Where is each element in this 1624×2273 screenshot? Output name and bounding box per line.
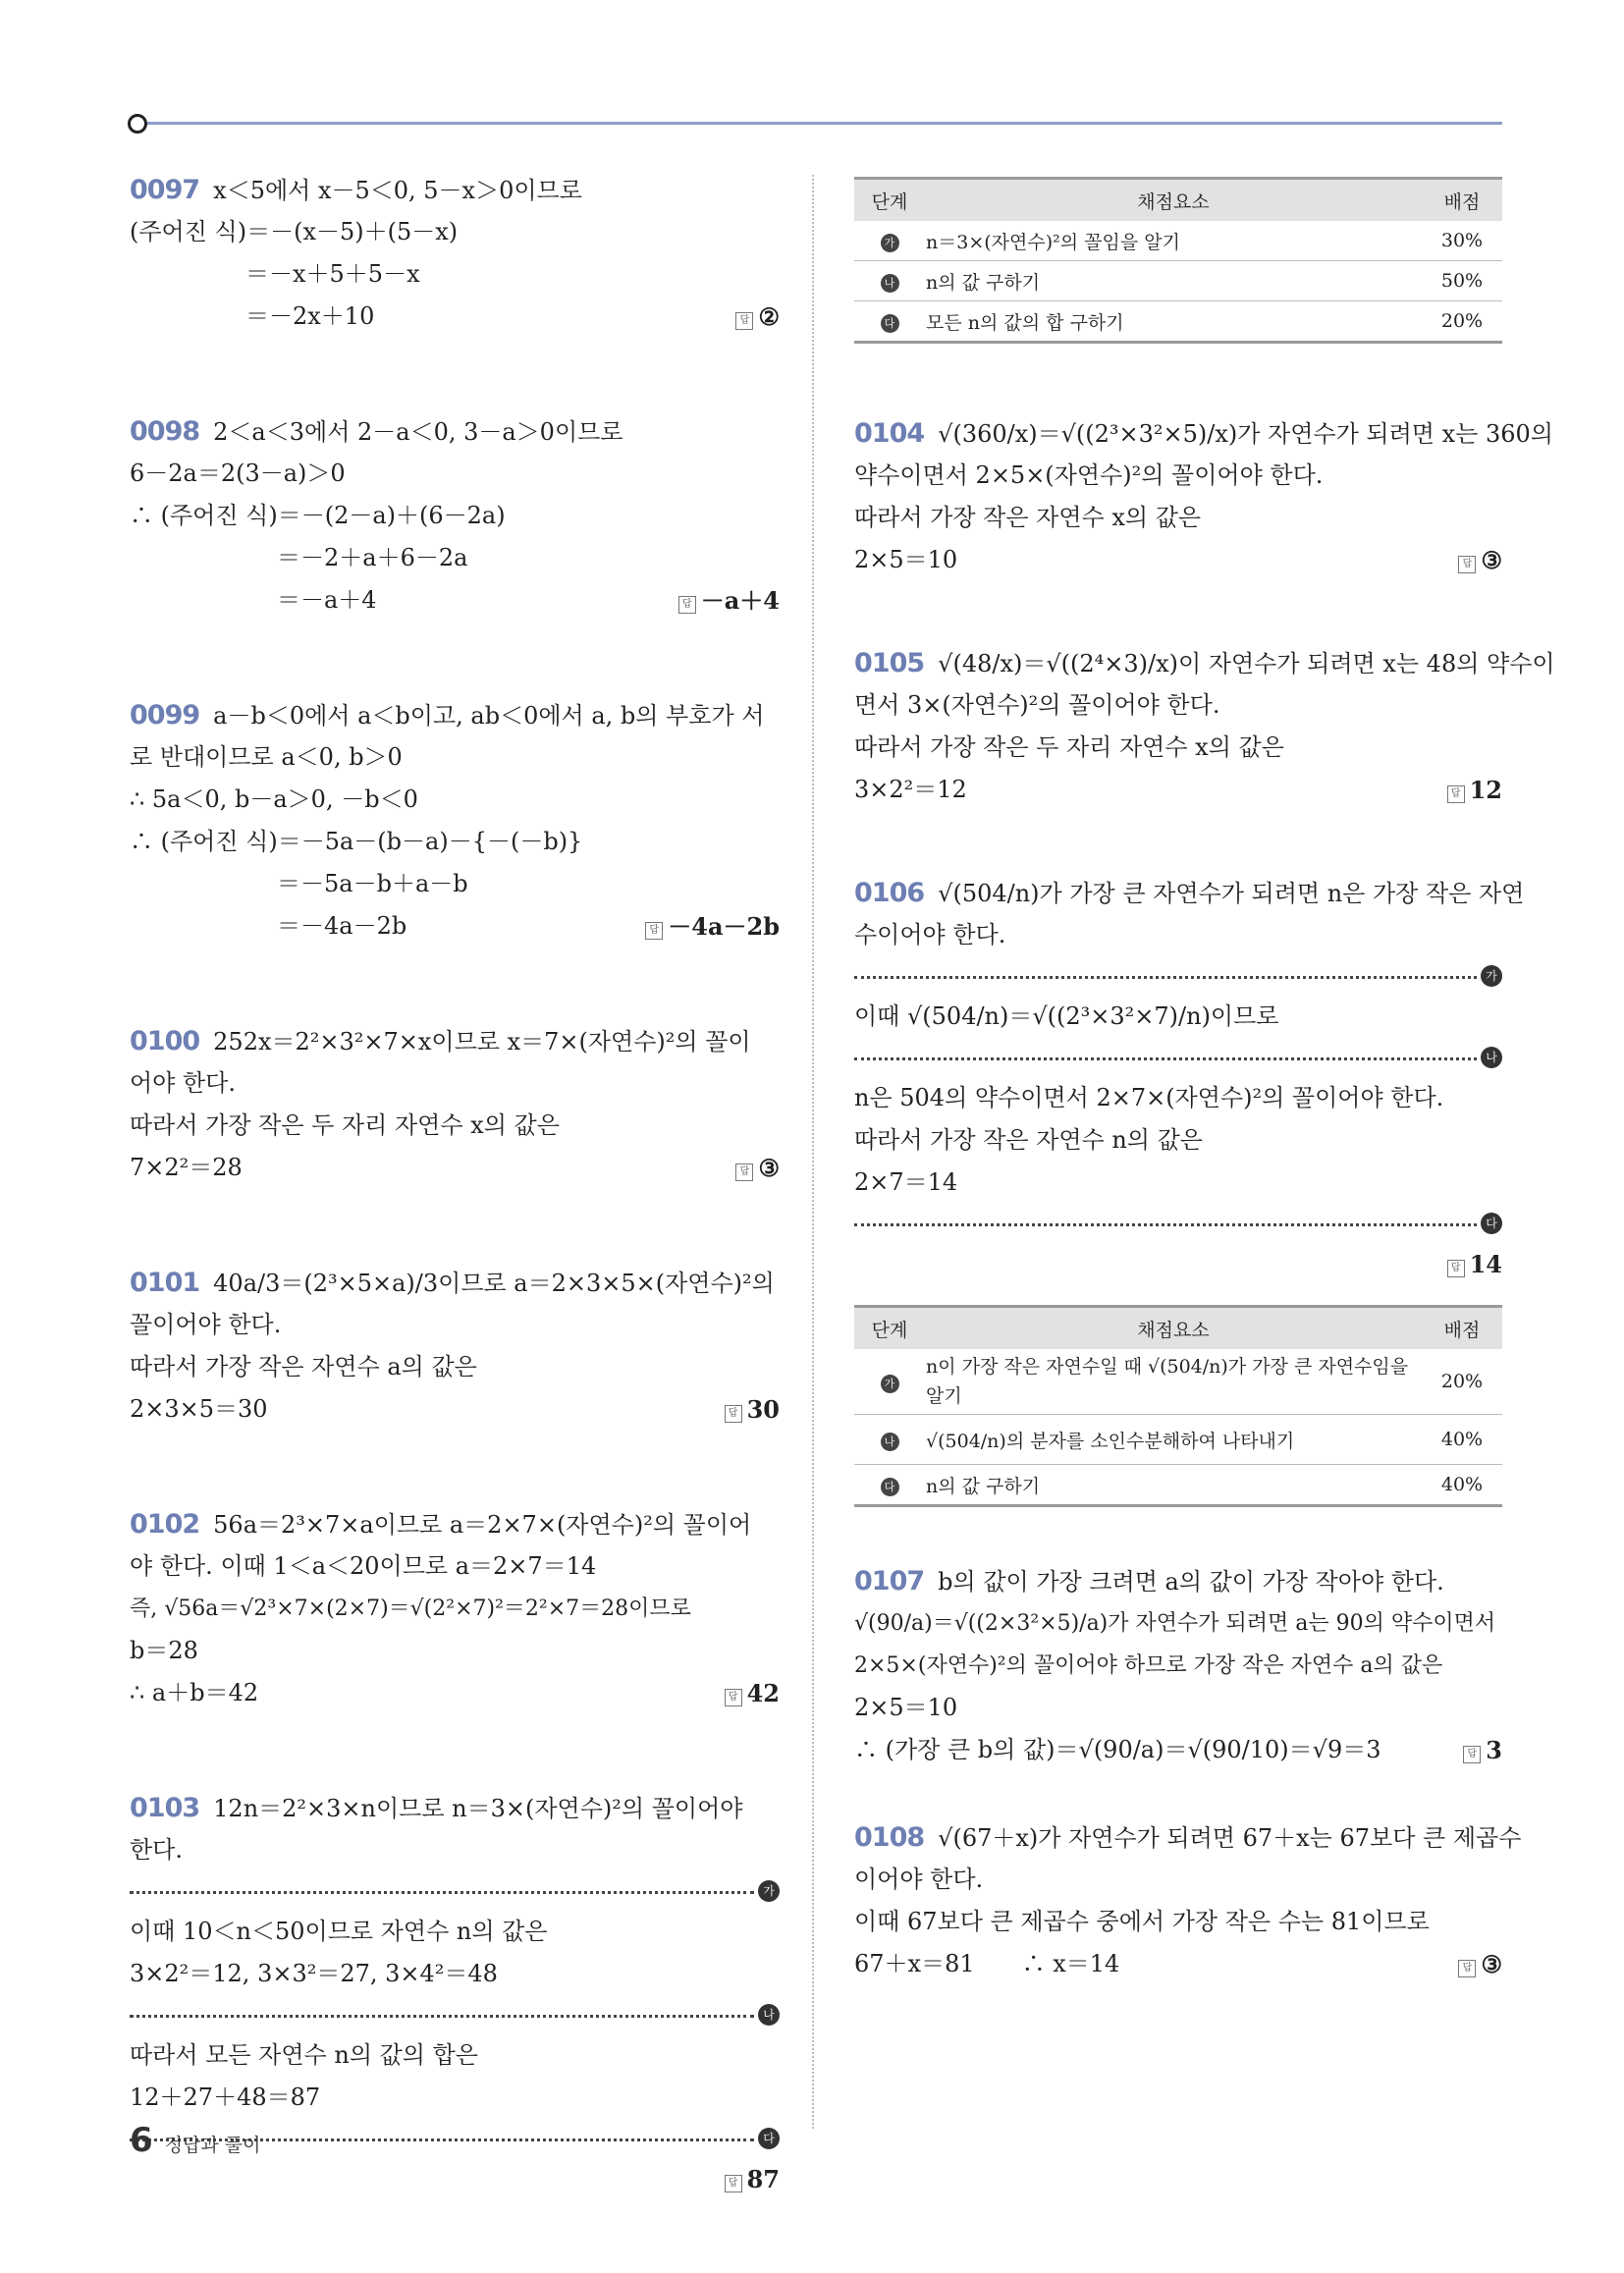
answer-value: －a＋4	[700, 586, 780, 615]
solution-line: ＝－4a－2b	[277, 912, 407, 940]
solution-line: 따라서 가장 작은 두 자리 자연수 x의 값은	[854, 733, 1284, 761]
solution-line: 40a/3＝(2³×5×a)/3이므로 a＝2×3×5×(자연수)²의	[213, 1270, 775, 1297]
answer	[1463, 1729, 1502, 1771]
solution-line: 로 반대이므로 a＜0, b＞0	[130, 743, 403, 771]
step-mark-icon: 가	[881, 234, 899, 252]
solution-line: 따라서 가장 작은 두 자리 자연수 x의 값은	[130, 1111, 560, 1139]
answer	[1458, 1943, 1502, 1985]
page-footer	[130, 2121, 260, 2160]
solution-line: 3×2²＝12, 3×3²＝27, 3×4²＝48	[130, 1960, 498, 1987]
scoring-score: 20%	[1422, 301, 1502, 343]
scoring-score: 40%	[1422, 1415, 1502, 1465]
answer	[735, 1147, 780, 1189]
solution-line: 이때 √(504/n)＝√((2³×3²×7)/n)이므로	[854, 1002, 1279, 1030]
solution-line: √(48/x)＝√((2⁴×3)/x)이 자연수가 되려면 x는 48의 약수이	[938, 650, 1555, 677]
solution-line: n은 504의 약수이면서 2×7×(자연수)²의 꼴이어야 한다.	[854, 1084, 1444, 1111]
scoring-item: n＝3×(자연수)²의 꼴임을 알기	[925, 221, 1422, 261]
answer-value: 30	[746, 1395, 780, 1424]
answer-value: ③	[1481, 1950, 1502, 1978]
solution-line: b＝28	[130, 1637, 198, 1664]
solution-line: 2×7＝14	[854, 1168, 958, 1196]
header-item: 채점요소	[925, 1307, 1422, 1350]
table-row	[854, 221, 1502, 261]
answer-value: 3	[1486, 1736, 1502, 1764]
problem-number: 0098	[130, 416, 200, 447]
problem-0099	[130, 694, 780, 947]
answer-icon: 답	[1447, 785, 1465, 803]
solution-line: 꼴이어야 한다.	[130, 1311, 282, 1338]
header-score: 배점	[1422, 179, 1502, 222]
scoring-score: 20%	[1422, 1349, 1502, 1415]
step-mark-icon: 다	[881, 1478, 899, 1496]
solution-line: 67＋x＝81 ∴ x＝14	[854, 1950, 1120, 1977]
solution-line: 따라서 모든 자연수 n의 값의 합은	[130, 2041, 478, 2069]
solution-line: √(504/n)가 가장 큰 자연수가 되려면 n은 가장 작은 자연	[938, 880, 1525, 907]
solution-line: 2×5＝10	[854, 1694, 958, 1721]
solution-line: 수이어야 한다.	[854, 921, 1006, 948]
solution-line: ∴ a＋b＝42	[130, 1679, 259, 1706]
solution-line: ＝－x＋5＋5－x	[245, 260, 420, 288]
answer-icon: 답	[725, 1689, 742, 1706]
answer	[725, 1672, 780, 1714]
step-divider	[130, 1995, 780, 2034]
problem-0098	[130, 410, 780, 622]
problem-0108	[854, 1816, 1522, 1985]
header-item: 채점요소	[925, 179, 1422, 222]
solution-line: 즉, √56a＝√2³×7×(2×7)＝√(2²×7)²＝2²×7＝28이므로	[130, 1597, 691, 1621]
solution-line: (주어진 식)＝－(x－5)＋(5－x)	[130, 218, 459, 245]
problem-number: 0105	[854, 648, 925, 678]
scoring-score: 30%	[1422, 221, 1502, 261]
scoring-item: 모든 n의 값의 합 구하기	[925, 301, 1422, 343]
answer-icon: 답	[735, 1164, 753, 1181]
answer	[678, 579, 780, 622]
solution-line: b의 값이 가장 크려면 a의 값이 가장 작아야 한다.	[938, 1568, 1444, 1596]
answer-value: 42	[746, 1679, 780, 1707]
step-mark-icon: 가	[758, 1880, 780, 1902]
solution-line: 약수이면서 2×5×(자연수)²의 꼴이어야 한다.	[854, 461, 1324, 489]
problem-0097	[130, 169, 780, 338]
answer-icon: 답	[678, 596, 696, 614]
solution-line: 12＋27＋48＝87	[130, 2084, 321, 2111]
scoring-table-0103	[854, 177, 1502, 344]
step-divider	[854, 1038, 1502, 1077]
solution-line: ＝－a＋4	[277, 586, 377, 614]
solution-line: 2×3×5＝30	[130, 1395, 268, 1423]
scoring-item: √(504/n)의 분자를 소인수분해하여 나타내기	[925, 1415, 1422, 1465]
step-mark-icon: 다	[881, 314, 899, 333]
step-mark-icon: 가	[881, 1375, 899, 1393]
answer-value: 14	[1469, 1250, 1502, 1278]
column-divider	[812, 175, 814, 2129]
problem-number: 0108	[854, 1822, 925, 1853]
solution-line: 따라서 가장 작은 자연수 x의 값은	[854, 504, 1202, 531]
scoring-item: n의 값 구하기	[925, 1465, 1422, 1506]
solution-line: ＝－5a－b＋a－b	[277, 870, 468, 897]
problem-number: 0103	[130, 1793, 200, 1823]
answer-value: －4a－2b	[668, 912, 780, 941]
scoring-item: n이 가장 작은 자연수일 때 √(504/n)가 가장 큰 자연수임을 알기	[925, 1349, 1422, 1415]
answer	[1458, 539, 1502, 581]
answer-value: 87	[746, 2165, 780, 2193]
problem-number: 0100	[130, 1026, 200, 1056]
left-column	[130, 169, 780, 2273]
solution-line: 2×5×(자연수)²의 꼴이어야 하므로 가장 작은 자연수 a의 값은	[854, 1653, 1443, 1678]
solution-line: √(90/a)＝√((2×3²×5)/a)가 자연수가 되려면 a는 90의 약수이면서	[854, 1611, 1496, 1636]
answer-value: ③	[1481, 546, 1502, 574]
solution-line: a－b＜0에서 a＜b이고, ab＜0에서 a, b의 부호가 서	[213, 702, 765, 730]
solution-line: 어야 한다.	[130, 1069, 236, 1097]
top-rule-dot	[128, 114, 147, 134]
scoring-table-0106	[854, 1305, 1502, 1507]
step-divider	[854, 956, 1502, 996]
problem-0101	[130, 1262, 780, 1431]
step-mark-icon: 나	[758, 2004, 780, 2026]
table-row	[854, 1349, 1502, 1415]
step-mark-icon: 다	[758, 2128, 780, 2149]
answer-icon: 답	[645, 922, 663, 940]
solution-line: 7×2²＝28	[130, 1154, 243, 1181]
answer	[725, 2158, 780, 2200]
step-mark-icon: 나	[881, 274, 899, 293]
footer-title: 정답과 풀이	[164, 2135, 261, 2156]
problem-number: 0107	[854, 1566, 925, 1597]
answer-value: 12	[1469, 776, 1502, 804]
step-mark-icon: 가	[1481, 965, 1502, 987]
problem-0107	[854, 1560, 1502, 1771]
answer-icon: 답	[1458, 556, 1476, 573]
solution-line: 2×5＝10	[854, 546, 958, 573]
solution-line: 이때 67보다 큰 제곱수 중에서 가장 작은 수는 81이므로	[854, 1908, 1430, 1935]
answer	[735, 296, 780, 338]
answer-icon: 답	[725, 1405, 742, 1423]
problem-number: 0104	[854, 418, 925, 449]
top-rule	[137, 122, 1502, 125]
solution-line: ＝－2x＋10	[245, 302, 375, 330]
problem-number: 0099	[130, 700, 200, 731]
solution-line: ∴ 5a＜0, b－a＞0, －b＜0	[130, 785, 418, 813]
scoring-item: n의 값 구하기	[925, 261, 1422, 301]
solution-line: 3×2²＝12	[854, 776, 967, 803]
solution-line: x＜5에서 x－5＜0, 5－x＞0이므로	[213, 177, 582, 204]
solution-line: 야 한다. 이때 1＜a＜20이므로 a＝2×7＝14	[130, 1552, 597, 1580]
solution-line: 이때 10＜n＜50이므로 자연수 n의 값은	[130, 1918, 548, 1945]
page-number: 6	[130, 2121, 153, 2160]
table-row	[854, 261, 1502, 301]
header-step: 단계	[854, 179, 925, 222]
solution-line: √(360/x)＝√((2³×3²×5)/x)가 자연수가 되려면 x는 360의	[938, 420, 1553, 448]
table-row	[854, 301, 1502, 343]
solution-line: 이어야 한다.	[854, 1866, 984, 1893]
problem-0100	[130, 1020, 780, 1189]
solution-line: ∴ (가장 큰 b의 값)＝√(90/a)＝√(90/10)＝√9＝3	[854, 1736, 1381, 1763]
solution-line: ∴ (주어진 식)＝－(2－a)＋(6－2a)	[130, 502, 506, 529]
answer-value: ③	[758, 1154, 780, 1182]
problem-number: 0102	[130, 1509, 200, 1540]
step-mark-icon: 나	[881, 1433, 899, 1451]
problem-0105	[854, 642, 1555, 811]
step-divider	[130, 1871, 780, 1911]
right-column	[854, 177, 1555, 1985]
problem-0102	[130, 1503, 780, 1714]
solution-line: ＝－2＋a＋6－2a	[277, 544, 468, 571]
problem-number: 0101	[130, 1268, 200, 1298]
step-mark-icon: 나	[1481, 1047, 1502, 1068]
solution-line: 따라서 가장 작은 자연수 a의 값은	[130, 1353, 477, 1380]
answer	[725, 1388, 780, 1431]
answer-icon: 답	[1447, 1260, 1465, 1277]
answer-icon: 답	[1458, 1960, 1476, 1977]
solution-line: 따라서 가장 작은 자연수 n의 값은	[854, 1126, 1203, 1154]
step-mark-icon: 다	[1481, 1213, 1502, 1234]
answer	[645, 905, 780, 947]
answer-value: ②	[758, 302, 780, 331]
answer	[1447, 769, 1502, 811]
solution-line: 면서 3×(자연수)²의 꼴이어야 한다.	[854, 691, 1220, 719]
problem-number: 0106	[854, 878, 925, 908]
solution-line: 56a＝2³×7×a이므로 a＝2×7×(자연수)²의 꼴이어	[213, 1511, 752, 1539]
table-row	[854, 1415, 1502, 1465]
solution-line: √(67＋x)가 자연수가 되려면 67＋x는 67보다 큰 제곱수	[938, 1824, 1522, 1852]
solution-line: 한다.	[130, 1836, 183, 1864]
solution-line: 6－2a＝2(3－a)＞0	[130, 460, 346, 487]
scoring-score: 50%	[1422, 261, 1502, 301]
problem-number: 0097	[130, 175, 200, 205]
solution-line: 12n＝2²×3×n이므로 n＝3×(자연수)²의 꼴이어야	[213, 1795, 743, 1822]
solution-line: 252x＝2²×3²×7×x이므로 x＝7×(자연수)²의 꼴이	[213, 1028, 751, 1055]
problem-0104	[854, 412, 1553, 581]
problem-0106	[854, 872, 1525, 1285]
step-divider	[854, 1204, 1502, 1243]
solution-line: 2＜a＜3에서 2－a＜0, 3－a＞0이므로	[213, 418, 623, 446]
answer-icon: 답	[735, 312, 753, 330]
solution-line: ∴ (주어진 식)＝－5a－(b－a)－{－(－b)}	[130, 828, 583, 855]
header-step: 단계	[854, 1307, 925, 1350]
header-score: 배점	[1422, 1307, 1502, 1350]
answer-icon: 답	[725, 2175, 742, 2192]
answer	[1447, 1243, 1502, 1285]
table-row	[854, 1465, 1502, 1506]
scoring-score: 40%	[1422, 1465, 1502, 1506]
answer-icon: 답	[1463, 1746, 1481, 1763]
